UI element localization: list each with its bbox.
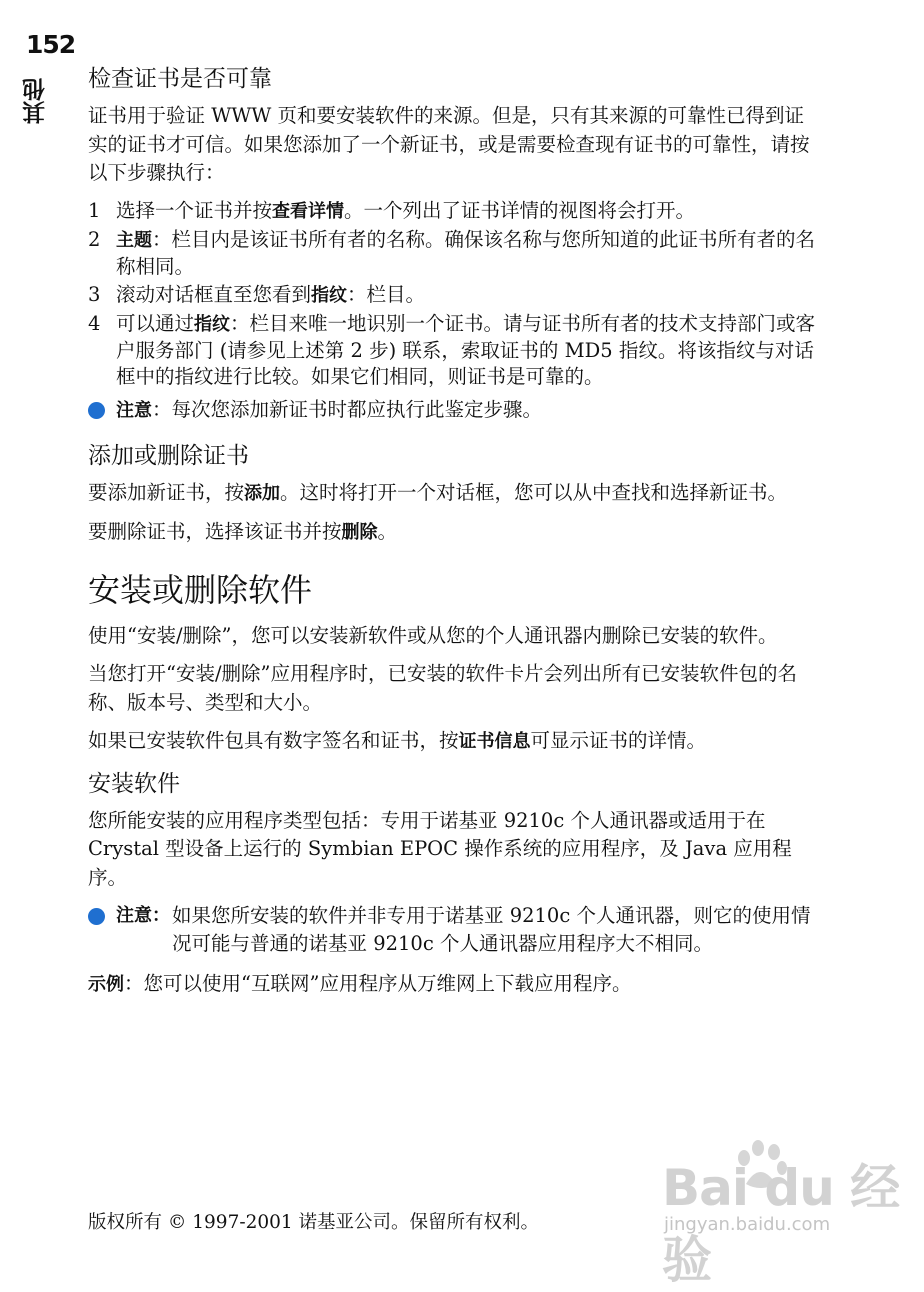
install-card-paragraph: 当您打开“安装/删除”应用程序时，已安装的软件卡片会列出所有已安装软件包的名称、版本号、类型和大小。: [88, 662, 798, 714]
fingerprint-term: 指纹: [194, 313, 231, 335]
example-label: 示例: [88, 974, 124, 995]
baidu-watermark: [652, 1140, 912, 1289]
remove-certificate-paragraph: 要删除证书，选择该证书并按删除。: [88, 520, 398, 543]
check-steps-list: [88, 198, 818, 390]
note-label: 注意：: [116, 905, 170, 926]
list-item: 3 滚动对话框直至您看到指纹：栏目。: [88, 282, 426, 306]
subject-term: 主题: [116, 229, 152, 251]
heading-check-certificate: 检查证书是否可靠: [88, 66, 272, 92]
heading-add-remove-certificate: 添加或删除证书: [88, 442, 249, 469]
certificate-info-paragraph: 如果已安装软件包具有数字签名和证书，按证书信息可显示证书的详情。: [88, 729, 707, 752]
software-types-paragraph: 您所能安装的应用程序类型包括：专用于诺基亚 9210c 个人通讯器或适用于在 Crystal 型设备上运行的 Symbian EPOC 操作系统的应用程序，及 Java 应用程序。: [88, 808, 792, 889]
check-note: 注意：每次您添加新证书时都应执行此鉴定步骤。: [88, 396, 818, 425]
list-item: 1 选择一个证书并按查看详情。一个列出了证书详情的视图将会打开。: [88, 198, 696, 222]
watermark-url: jingyan.baidu.com: [664, 1214, 831, 1235]
example-paragraph: 示例：您可以使用“互联网”应用程序从万维网上下载应用程序。: [88, 972, 632, 995]
check-intro-paragraph: 证书用于验证 WWW 页和要安装软件的来源。但是，只有其来源的可靠性已得到证实的证书才可信。如果您添加了一个新证书，或是需要检查现有证书的可靠性，请按以下步骤执行：: [88, 104, 810, 184]
note-bullet-icon: [88, 402, 105, 419]
software-note: 注意： 如果您所安装的软件并非专用于诺基亚 9210c 个人通讯器，则它的使用情况可能与普通的诺基亚 9210c 个人通讯器应用程序大不相同。: [88, 902, 818, 958]
heading-install-remove-software: 安装或删除软件: [88, 570, 313, 609]
page-content: [88, 62, 818, 1010]
note-label: 注意: [116, 399, 152, 421]
watermark-logo: Bai du 经验: [662, 1159, 900, 1289]
view-details-term: 查看详情: [272, 200, 345, 222]
remove-term: 删除: [341, 522, 378, 543]
add-term: 添加: [244, 482, 281, 504]
install-intro-paragraph: 使用“安装/删除”，您可以安装新软件或从您的个人通讯器内删除已安装的软件。: [88, 623, 778, 647]
side-section-label: 其他: [23, 78, 49, 124]
certificate-info-term: 证书信息: [458, 731, 531, 752]
heading-install-software: 安装软件: [88, 770, 180, 797]
add-certificate-paragraph: 要添加新证书，按添加。这时将打开一个对话框，您可以从中查找和选择新证书。: [88, 480, 788, 504]
note-bullet-icon: [88, 908, 105, 925]
page-number: 152: [26, 30, 76, 59]
list-item: 2 主题：栏目内是该证书所有者的名称。确保该名称与您所知道的此证书所有者的名称相同。: [88, 227, 816, 278]
fingerprint-term: 指纹: [311, 284, 348, 306]
list-item: 4 可以通过指纹：栏目来唯一地识别一个证书。请与证书所有者的技术支持部门或客户服务部门 (请参见上述第 2 步) 联系，索取证书的 MD5 指纹。将该指纹与对话框中的指纹进行比较。如果它们相同，则证书是可靠的。: [88, 311, 816, 388]
copyright-footer: 版权所有 © 1997-2001 诺基亚公司。保留所有权利。: [88, 1212, 540, 1233]
